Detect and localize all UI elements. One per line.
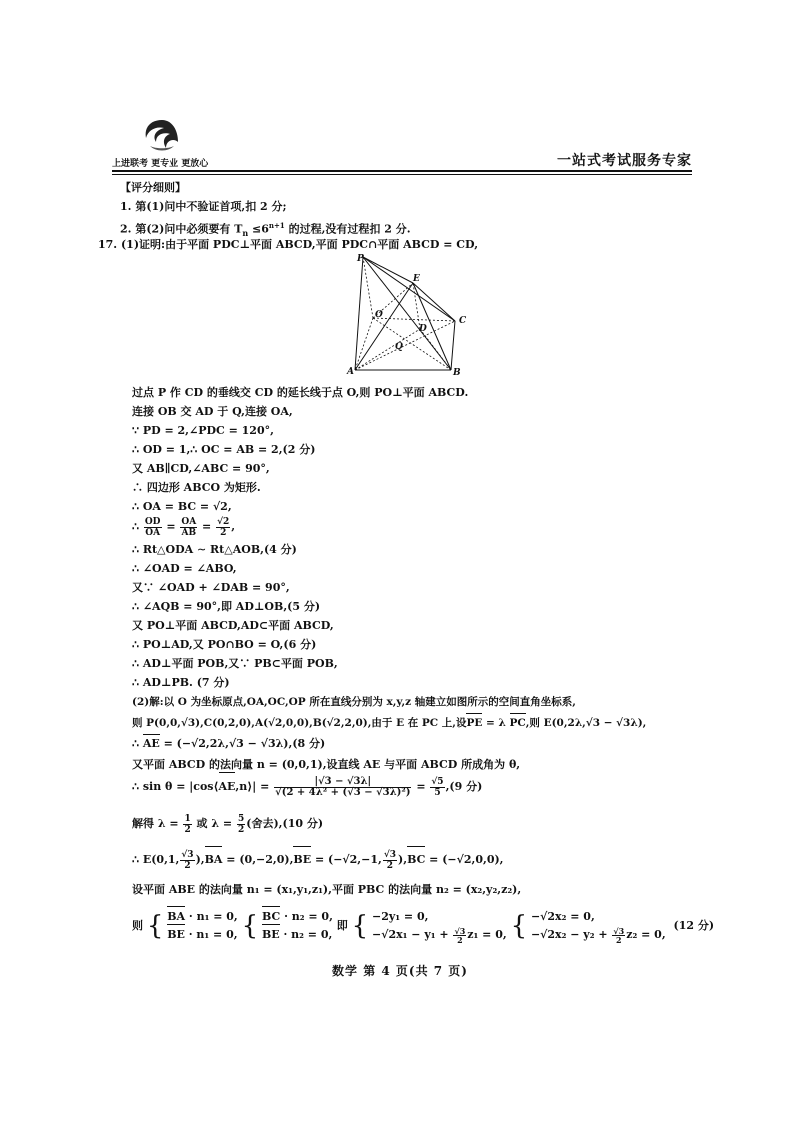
solution-line: 又平面 ABCD 的法向量 n = (0,0,1),设直线 AE 与平面 ABCD 所成角为 θ,	[132, 758, 521, 771]
solution-line: 则 P(0,0,√3),C(0,2,0),A(√2,0,0),B(√2,2,0),由于 E 在 PC 上,设PE = λ PC,则 E(0,2λ,√3 − √3λ),	[132, 717, 647, 729]
point-label-E: E	[413, 274, 420, 284]
point-label-Q: Q	[395, 342, 403, 352]
point-label-O: O	[375, 310, 383, 320]
point-label-P: P	[357, 254, 364, 264]
solution-part-2: (2)解:以 O 为坐标原点,OA,OC,OP 所在直线分别为 x,y,z 轴建立如图所示的空间直角坐标系,	[132, 696, 576, 708]
proof-line: ∴ OA = BC = √2,	[132, 500, 232, 513]
proof-line: ∴ ∠OAD = ∠ABO,	[132, 562, 237, 575]
page-footer: 数学 第 4 页(共 7 页)	[332, 964, 468, 978]
proof-line: 又 AB∥CD,∠ABC = 90°,	[132, 462, 270, 475]
solution-normals: 设平面 ABE 的法向量 n₁ = (x₁,y₁,z₁),平面 PBC 的法向量 n₂ = (x₂,y₂,z₂),	[132, 883, 522, 896]
scoring-title: 【评分细则】	[120, 181, 186, 194]
point-label-A: A	[347, 367, 354, 377]
proof-line: ∴ ∠AQB = 90°,即 AD⊥OB,(5 分)	[132, 600, 321, 613]
proof-line: 连接 OB 交 AD 于 Q,连接 OA,	[132, 405, 293, 418]
solution-lambda: 解得 λ = $\frac{1}{2}$ 或 λ = $\frac{5}{2}$ (舍去),(10 分)	[132, 813, 324, 835]
logo-swirl-icon	[142, 118, 182, 154]
point-label-B: B	[453, 368, 461, 378]
proof-line: ∴ OD = 1,∴ OC = AB = 2,(2 分)	[132, 443, 316, 456]
point-label-C: C	[459, 316, 467, 326]
equation-systems: 则 { BA · n₁ = 0, BE · n₁ = 0, { BC · n₂ = 0, BE · n₂ = 0, 即 { −2y₁ = 0, −√2x₁ − y₁ + $\frac{√3}{2}$ z₁ = 0, { −√2x₂ = 0, −√2x₂ − y₂ + $\frac{√3}{2}$ z₂ = 0, (12 分)	[132, 910, 715, 945]
solution-vectors: ∴ E(0,1, $\frac{√3}{2}$ ),BA = (0,−2,0),BE = (−√2,−1, $\frac{√3}{2}$ ),BC = (−√2,0,0),	[132, 849, 504, 871]
geometry-figure	[345, 253, 475, 378]
solution-line: ∴ AE = (−√2,2λ,√3 − √3λ),(8 分)	[132, 737, 326, 750]
problem-17-start: 17. (1)证明:由于平面 PDC⊥平面 ABCD,平面 PDC∩平面 ABCD = CD,	[98, 238, 479, 251]
proof-line: ∴ 四边形 ABCO 为矩形.	[132, 481, 261, 494]
point-label-D: D	[419, 324, 427, 334]
proof-line: ∴ AD⊥PB. (7 分)	[132, 676, 230, 689]
proof-line: 又∵ ∠OAD + ∠DAB = 90°,	[132, 581, 290, 594]
scoring-rule-2: 2. 第(2)问中必须要有 $T_n \le 6^{n+1}$ 的过程,没有过程扣 2 分.	[120, 221, 411, 238]
scoring-rule-1: 1. 第(1)问中不验证首项,扣 2 分;	[120, 200, 287, 213]
proof-line: ∴ PO⊥AD,又 PO∩BO = O,(6 分)	[132, 638, 317, 651]
logo-text: 上进联考 更专业 更放心	[112, 159, 209, 169]
proof-line: ∴ Rt△ODA ∼ Rt△AOB,(4 分)	[132, 543, 297, 556]
logo	[112, 118, 232, 170]
proof-line-ratio: ∴ $\frac{OD}{OA}$ = $\frac{OA}{AB}$ = $\frac{√2}{2}$ ,	[132, 516, 236, 538]
proof-line: ∴ AD⊥平面 POB,又∵ PB⊂平面 POB,	[132, 657, 338, 670]
proof-line: 又 PO⊥平面 ABCD,AD⊂平面 ABCD,	[132, 619, 334, 632]
header-slogan: 一站式考试服务专家	[557, 153, 692, 169]
solution-sin-equation: ∴ sin θ = |cos⟨AE,n⟩| = $\frac{|√3 - √3\lambda|}{\text{√(2 + 4λ² + (√3 − √3λ)²)}}$ = $\frac{√5}{5}$ ,(9 分)	[132, 774, 482, 800]
proof-line: ∵ PD = 2,∠PDC = 120°,	[132, 424, 274, 437]
proof-line: 过点 P 作 CD 的垂线交 CD 的延长线于点 O,则 PO⊥平面 ABCD.	[132, 386, 469, 399]
header-divider-thin	[112, 174, 692, 175]
header-divider	[112, 170, 692, 172]
page-header	[112, 118, 692, 170]
